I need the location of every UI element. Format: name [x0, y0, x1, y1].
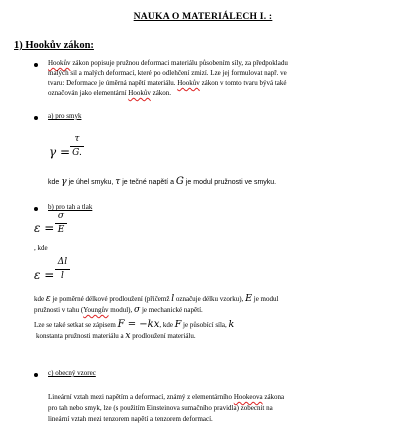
shear-description: kde γ je úhel smyku, τ je tečné napětí a G je modul pružnosti ve smyku. [48, 176, 277, 187]
section-heading: 1) Hookův zákon: [14, 40, 94, 51]
tension-line-3: Lze se také setkat se zápisem F = −kx, kde F je působící síla, k [34, 319, 235, 330]
bullet-icon [34, 207, 38, 211]
tension-kde: , kde [34, 244, 48, 252]
tension-formula-2-lhs: ε = [34, 268, 55, 282]
shear-formula-lhs: γ = [49, 145, 71, 159]
document-title: NAUKA O MATERIÁLECH I. : [133, 11, 273, 22]
tension-heading: b) pro tah a tlak [48, 203, 93, 211]
bullet-icon [34, 373, 38, 377]
general-heading: c) obecný vzorec [48, 369, 96, 377]
tension-formula-1-lhs: ε = [34, 221, 55, 235]
shear-heading: a) pro smyk [48, 112, 82, 120]
shear-fraction: τ G. [70, 134, 84, 159]
intro-line-1: Hookův zákon popisuje pružnou deformaci materiálu působením síly, za předpokladu [48, 59, 288, 67]
general-line-3: lineární vztah mezi tenzorem napětí a tenzorem deformací. [48, 415, 213, 423]
intro-line-4: označován jako elementární Hookův zákon. [48, 89, 172, 97]
tension-fraction-2: Δl l [55, 257, 70, 282]
tension-line-1: kde ε je poměrné délkové prodloužení (přičemž l označuje délku vzorku), E je modul [34, 293, 279, 304]
bullet-icon [34, 116, 38, 120]
intro-line-3: tvaru: Deformace je úměrná napětí materiálu. Hookův zákon v tomto tvaru bývá také [48, 79, 287, 87]
tension-fraction-1: σ E [55, 211, 67, 236]
intro-line-2: malých sil a malých deformací, které po odlehčení zmizí. Lze jej formulovat např. ve [48, 69, 287, 77]
general-line-2: pro tah nebo smyk, lze (s použitím Einsteinova sumačního pravidla) zobecnit na [48, 404, 273, 412]
tension-line-4: konstanta pružnosti materiálu a x prodloužení materiálu. [36, 331, 196, 341]
general-line-1: Lineární vztah mezi napětím a deformací, známý z elementárního Hookeova zákona [48, 393, 285, 401]
bullet-icon [34, 63, 38, 67]
tension-line-2: pružnosti v tahu (Youngův modul), σ je mechanické napětí. [34, 305, 203, 315]
